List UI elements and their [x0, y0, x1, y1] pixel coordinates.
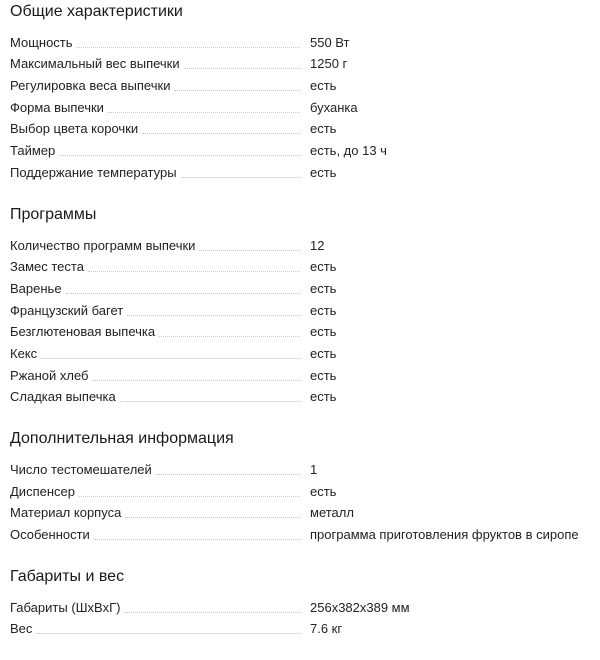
dotted-leader [142, 133, 300, 134]
spec-label: Диспенсер [10, 484, 79, 500]
spec-value: буханка [310, 99, 358, 115]
dotted-leader [77, 47, 300, 48]
dotted-leader [59, 155, 300, 156]
spec-list [10, 594, 600, 637]
spec-label: Французский багет [10, 303, 127, 319]
section-dimensions-weight [10, 566, 600, 637]
dotted-leader [124, 612, 300, 613]
spec-list [10, 29, 600, 181]
spec-label: Число тестомешателей [10, 462, 156, 478]
dotted-leader [36, 633, 300, 634]
spec-label: Поддержание температуры [10, 165, 181, 181]
spec-label: Особенности [10, 527, 94, 543]
spec-label: Безглютеновая выпечка [10, 324, 159, 340]
spec-row [10, 594, 600, 616]
dotted-leader [66, 293, 300, 294]
spec-list [10, 232, 600, 406]
spec-row [10, 51, 600, 73]
dotted-leader [120, 401, 300, 402]
spec-row [10, 137, 600, 159]
spec-row [10, 297, 600, 319]
spec-row [10, 116, 600, 138]
spec-value: 550 Вт [310, 34, 350, 50]
spec-row [10, 478, 600, 500]
spec-value: есть [310, 345, 337, 361]
spec-value: программа приготовления фруктов в сиропе [310, 527, 579, 543]
dotted-leader [41, 358, 300, 359]
dotted-leader [125, 517, 300, 518]
spec-value: есть [310, 324, 337, 340]
spec-value: 1250 г [310, 56, 348, 72]
spec-row [10, 29, 600, 51]
dotted-leader [94, 539, 300, 540]
spec-label: Вес [10, 621, 36, 637]
spec-label: Форма выпечки [10, 100, 108, 116]
spec-label: Выбор цвета корочки [10, 121, 142, 137]
spec-label: Материал корпуса [10, 505, 125, 521]
spec-row [10, 500, 600, 522]
spec-row [10, 275, 600, 297]
spec-value: металл [310, 505, 354, 521]
dotted-leader [108, 112, 300, 113]
spec-row [10, 340, 600, 362]
spec-label: Сладкая выпечка [10, 389, 120, 405]
spec-value: 7.6 кг [310, 621, 343, 637]
spec-label: Количество программ выпечки [10, 238, 199, 254]
dotted-leader [199, 250, 300, 251]
dotted-leader [184, 68, 300, 69]
spec-label: Кекс [10, 346, 41, 362]
spec-row [10, 94, 600, 116]
section-programs [10, 204, 600, 406]
spec-value: 256x382x389 мм [310, 599, 410, 615]
spec-label: Варенье [10, 281, 66, 297]
dotted-leader [181, 177, 300, 178]
section-additional-info [10, 428, 600, 543]
spec-row [10, 362, 600, 384]
spec-label: Замес теста [10, 259, 88, 275]
spec-label: Регулировка веса выпечки [10, 78, 174, 94]
spec-value: есть, до 13 ч [310, 143, 387, 159]
dotted-leader [79, 496, 300, 497]
spec-row [10, 456, 600, 478]
spec-value: есть [310, 121, 337, 137]
spec-value: есть [310, 164, 337, 180]
spec-label: Ржаной хлеб [10, 368, 93, 384]
spec-value: есть [310, 367, 337, 383]
dotted-leader [93, 380, 301, 381]
spec-label: Максимальный вес выпечки [10, 56, 184, 72]
spec-label: Мощность [10, 35, 77, 51]
spec-row [10, 254, 600, 276]
spec-row [10, 384, 600, 406]
dotted-leader [156, 474, 300, 475]
spec-value: есть [310, 280, 337, 296]
spec-row [10, 521, 600, 543]
spec-row [10, 232, 600, 254]
dotted-leader [174, 90, 300, 91]
spec-value: есть [310, 259, 337, 275]
section-title: Габариты и вес [10, 568, 125, 586]
section-title: Дополнительная информация [10, 430, 234, 448]
spec-label: Габариты (ШхВхГ) [10, 600, 124, 616]
spec-value: 1 [310, 462, 318, 477]
spec-value: 12 [310, 237, 325, 253]
spec-row [10, 159, 600, 181]
section-general [10, 0, 600, 181]
spec-row [10, 616, 600, 638]
section-title: Общие характеристики [10, 3, 183, 20]
spec-value: есть [310, 78, 337, 94]
spec-label: Таймер [10, 143, 59, 159]
dotted-leader [88, 271, 300, 272]
spec-value: есть [310, 389, 337, 405]
dotted-leader [159, 336, 300, 337]
spec-row [10, 72, 600, 94]
spec-value: есть [310, 483, 337, 499]
section-title: Программы [10, 205, 97, 223]
spec-list [10, 456, 600, 543]
spec-row [10, 319, 600, 341]
spec-value: есть [310, 302, 337, 318]
dotted-leader [127, 315, 300, 316]
